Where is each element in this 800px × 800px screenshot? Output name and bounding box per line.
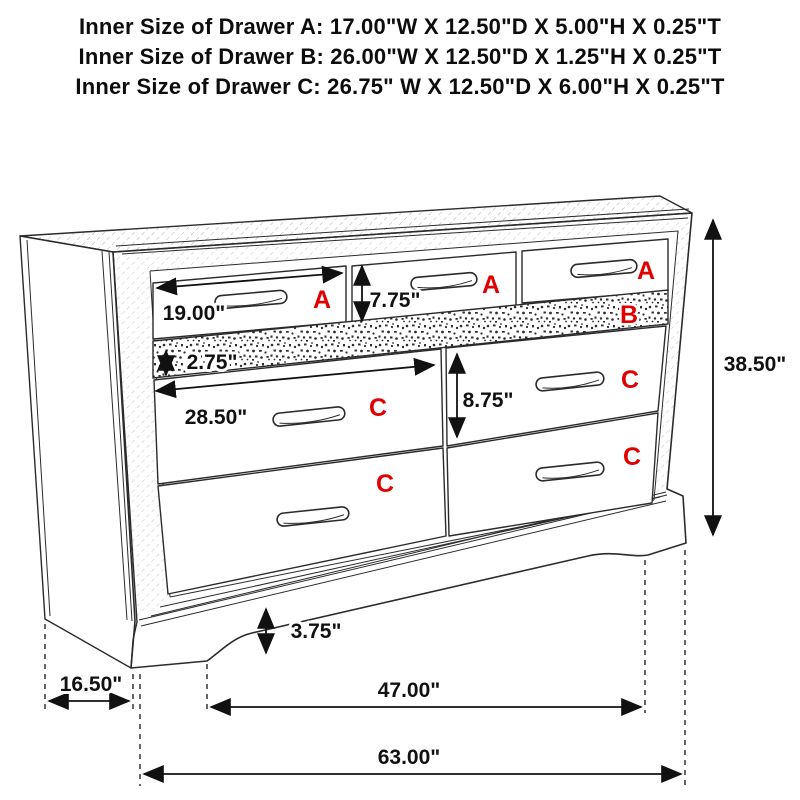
drawer-letter-c-bottom-right: C [622, 443, 642, 471]
dim-label-drawer-c-width: 28.50" [184, 406, 248, 429]
drawer-letter-a1: A [312, 286, 332, 314]
drawer-letter-a3: A [636, 257, 656, 285]
dim-label-drawer-a-height: 7.75" [369, 289, 421, 312]
dim-label-overall-width: 63.00" [377, 746, 441, 769]
drawer-letter-c-bottom-left: C [375, 470, 395, 498]
dim-label-drawer-c-height: 8.75" [462, 389, 514, 412]
drawer-letter-a2: A [481, 271, 501, 299]
dim-label-strip-height: 2.75" [186, 351, 238, 374]
dim-label-drawer-a-width: 19.00" [162, 302, 226, 325]
drawer-letter-c-mid-right: C [620, 366, 640, 394]
header-line-b: Inner Size of Drawer B: 26.00"W X 12.50"D X 1.25"H X 0.25"T [78, 44, 722, 69]
dim-label-overall-height: 38.50" [723, 353, 787, 376]
dim-label-feet-span: 47.00" [377, 679, 441, 702]
header-line-c: Inner Size of Drawer C: 26.75" W X 12.50"D X 6.00"H X 0.25"T [75, 74, 725, 99]
dim-label-side-depth: 16.50" [59, 673, 123, 696]
drawer-letter-b: B [619, 301, 639, 329]
dim-label-base-clearance: 3.75" [290, 620, 342, 643]
header-line-a: Inner Size of Drawer A: 17.00"W X 12.50"D X 5.00"H X 0.25"T [78, 14, 722, 39]
drawer-letter-c-mid-left: C [368, 394, 388, 422]
